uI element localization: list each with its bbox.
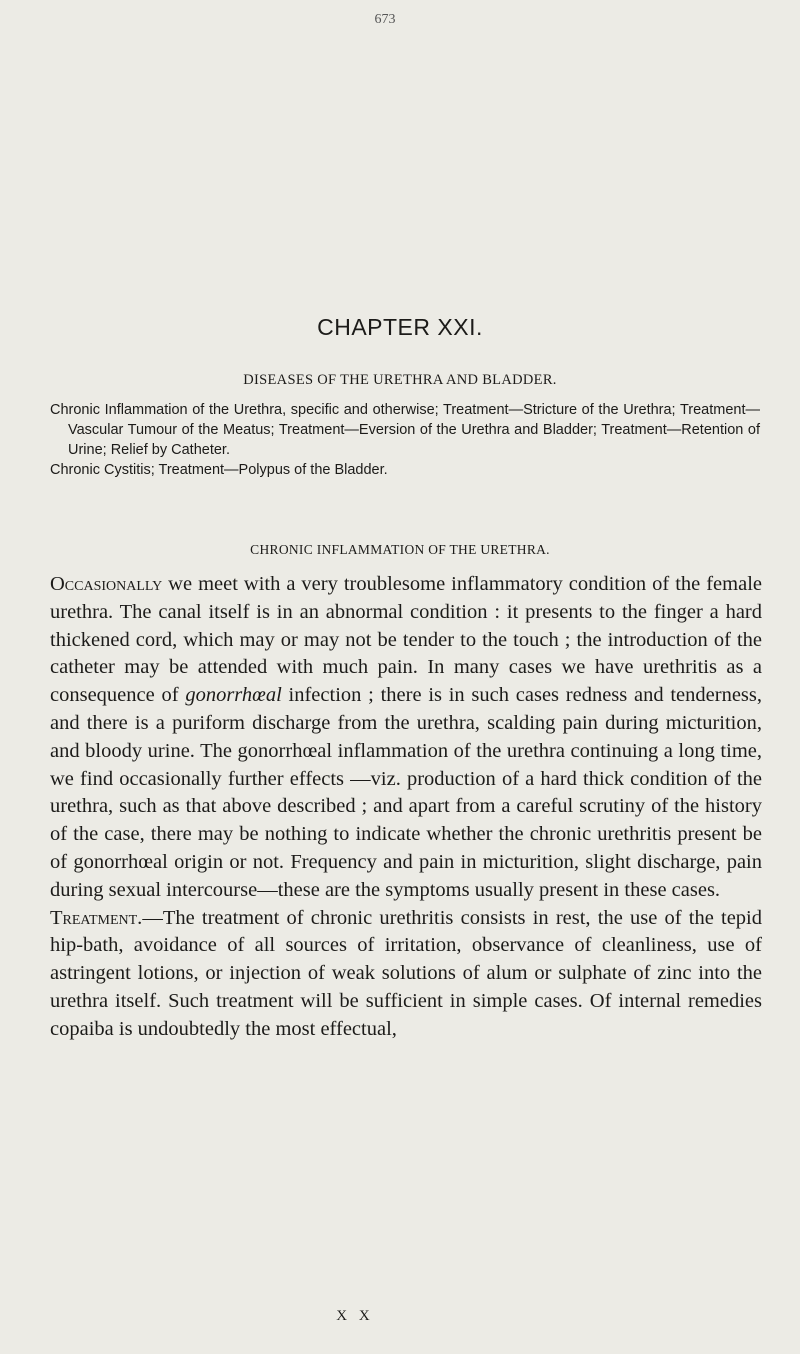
signature-mark: X X	[336, 1308, 374, 1324]
synopsis-item: Chronic Cystitis; Treatment—Polypus of the Bladder.	[50, 462, 388, 478]
chapter-title: CHAPTER XXI.	[317, 314, 483, 340]
paragraph-text: —The treatment of chronic urethritis consists in rest, the use of the tepid hip-bath, avoidance of all sources of irritation, observance of cleanliness, use of astringent lotions, or injection of weak solutions of alum or sulphate of zinc into the urethra itself. Such treatment will be sufficient in simple cases. Of internal remedies copaiba is undoubtedly the most effectual,	[50, 906, 762, 1040]
paragraph-text: we meet with a very troublesome inflammatory condition of the female urethra. The canal itself is in an abnormal condition : it presents to the finger a hard thickened cord, which may or may not be tender to the touch ; the introduction of the catheter may be attended with much pain. In many cases we have urethritis as a consequence of	[50, 573, 762, 707]
chapter-synopsis	[50, 400, 760, 480]
section-heading: CHRONIC INFLAMMATION OF THE URETHRA.	[250, 542, 550, 557]
italic-term: gonorrhœal	[185, 684, 282, 707]
paragraph	[50, 571, 762, 905]
body-text	[50, 571, 762, 1044]
paragraph	[50, 905, 762, 1044]
paragraph-lead: Treatment.	[50, 906, 143, 929]
synopsis-item: Chronic Inflammation of the Urethra, specific and otherwise; Treatment—Stricture of the Urethra; Treatment—Vascular Tumour of the Meatus; Treatment—Eversion of the Urethra and Bladder; Treatment—Retention of Urine; Relief by Catheter.	[50, 402, 760, 458]
page-number: 673	[374, 12, 396, 27]
paragraph-lead: Occasionally	[50, 573, 163, 595]
paragraph-text: infection ; there is in such cases redness and tenderness, and there is a puriform discharge from the urethra, scalding pain during micturition, and bloody urine. The gonorrhœal inflammation of the urethra continuing a long time, we find occasionally further effects —viz. production of a hard thick condition of the urethra, such as that above described ; and apart from a careful scrutiny of the history of the case, there may be nothing to indicate whether the chronic urethritis present be of gonorrhœal origin or not. Frequency and pain in micturition, slight discharge, pain during sexual intercourse—these are the symptoms usually present in these cases.	[50, 684, 762, 901]
chapter-subtitle: DISEASES OF THE URETHRA AND BLADDER.	[243, 372, 557, 388]
